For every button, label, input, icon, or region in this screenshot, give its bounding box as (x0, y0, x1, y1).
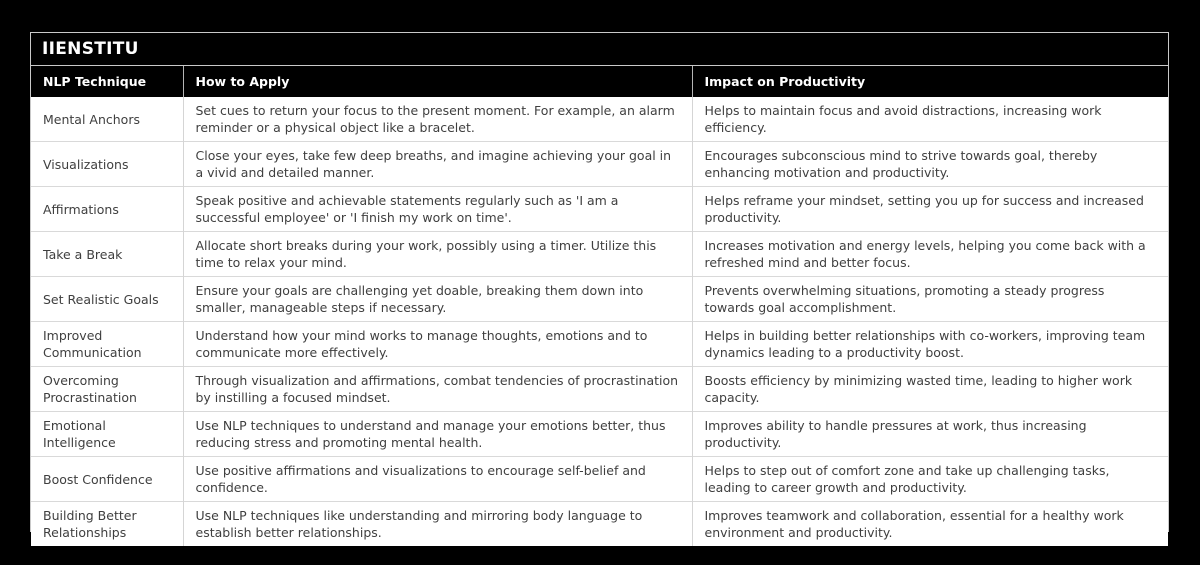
table-row (31, 412, 1168, 457)
technique-cell: Set Realistic Goals (31, 277, 183, 322)
technique-cell: Boost Confidence (31, 457, 183, 502)
technique-cell: Visualizations (31, 142, 183, 187)
table-row (31, 232, 1168, 277)
apply-cell: Close your eyes, take few deep breaths, and imagine achieving your goal in a vivid and detailed manner. (183, 142, 692, 187)
apply-cell: Use NLP techniques like understanding and mirroring body language to establish better relationships. (183, 502, 692, 547)
brand-title: IIENSTITU (31, 33, 1168, 66)
table-row (31, 502, 1168, 547)
apply-cell: Ensure your goals are challenging yet doable, breaking them down into smaller, manageable steps if necessary. (183, 277, 692, 322)
table-row (31, 322, 1168, 367)
table-row (31, 142, 1168, 187)
table-row (31, 187, 1168, 232)
apply-cell: Use positive affirmations and visualizations to encourage self-belief and confidence. (183, 457, 692, 502)
impact-cell: Helps to maintain focus and avoid distractions, increasing work efficiency. (692, 97, 1168, 142)
apply-cell: Allocate short breaks during your work, possibly using a timer. Utilize this time to relax your mind. (183, 232, 692, 277)
table-row (31, 97, 1168, 142)
impact-cell: Helps to step out of comfort zone and take up challenging tasks, leading to career growth and productivity. (692, 457, 1168, 502)
impact-cell: Helps in building better relationships with co-workers, improving team dynamics leading to a productivity boost. (692, 322, 1168, 367)
column-header-nlp-technique: NLP Technique (31, 66, 183, 97)
impact-cell: Increases motivation and energy levels, helping you come back with a refreshed mind and better focus. (692, 232, 1168, 277)
table-row (31, 457, 1168, 502)
impact-cell: Encourages subconscious mind to strive towards goal, thereby enhancing motivation and productivity. (692, 142, 1168, 187)
technique-cell: Affirmations (31, 187, 183, 232)
impact-cell: Improves ability to handle pressures at work, thus increasing productivity. (692, 412, 1168, 457)
impact-cell: Helps reframe your mindset, setting you up for success and increased productivity. (692, 187, 1168, 232)
nlp-techniques-table (31, 66, 1168, 546)
apply-cell: Speak positive and achievable statements regularly such as 'I am a successful employee' or 'I finish my work on time'. (183, 187, 692, 232)
table-frame (30, 32, 1169, 540)
apply-cell: Use NLP techniques to understand and manage your emotions better, thus reducing stress and promoting mental health. (183, 412, 692, 457)
table-row (31, 277, 1168, 322)
technique-cell: Take a Break (31, 232, 183, 277)
impact-cell: Improves teamwork and collaboration, essential for a healthy work environment and productivity. (692, 502, 1168, 547)
impact-cell: Boosts efficiency by minimizing wasted time, leading to higher work capacity. (692, 367, 1168, 412)
column-header-how-to-apply: How to Apply (183, 66, 692, 97)
technique-cell: Improved Communication (31, 322, 183, 367)
column-header-impact-on-productivity: Impact on Productivity (692, 66, 1168, 97)
apply-cell: Set cues to return your focus to the present moment. For example, an alarm reminder or a physical object like a bracelet. (183, 97, 692, 142)
technique-cell: Emotional Intelligence (31, 412, 183, 457)
technique-cell: Building Better Relationships (31, 502, 183, 547)
technique-cell: Mental Anchors (31, 97, 183, 142)
apply-cell: Understand how your mind works to manage thoughts, emotions and to communicate more effectively. (183, 322, 692, 367)
header-row (31, 66, 1168, 97)
table-row (31, 367, 1168, 412)
technique-cell: Overcoming Procrastination (31, 367, 183, 412)
impact-cell: Prevents overwhelming situations, promoting a steady progress towards goal accomplishment. (692, 277, 1168, 322)
apply-cell: Through visualization and affirmations, combat tendencies of procrastination by instilling a focused mindset. (183, 367, 692, 412)
